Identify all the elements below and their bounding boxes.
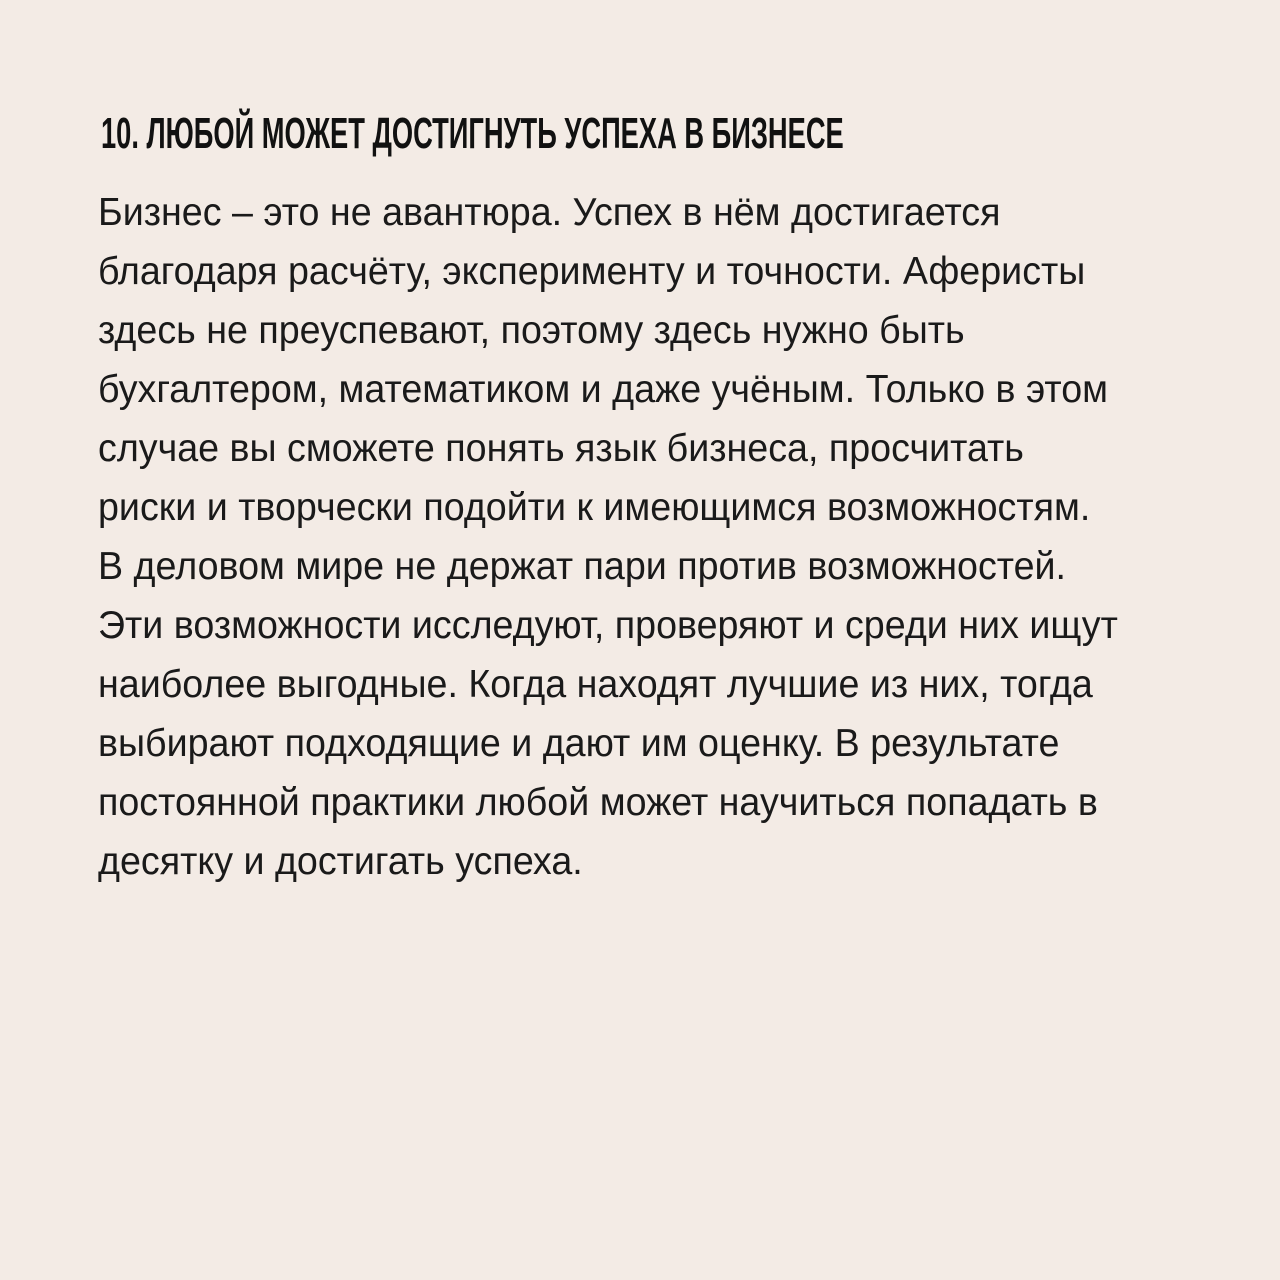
page-title: 10. ЛЮБОЙ МОЖЕТ ДОСТИГНУТЬ УСПЕХА В БИЗНЕСЕ: [101, 109, 844, 158]
body-line: случае вы сможете понять язык бизнеса, просчитать: [98, 427, 1024, 470]
body-line: десятку и достигать успеха.: [98, 840, 583, 883]
body-line: постоянной практики любой может научиться попадать в: [98, 781, 1098, 824]
body-line: риски и творчески подойти к имеющимся возможностям.: [98, 486, 1091, 529]
body-line: Эти возможности исследуют, проверяют и среди них ищут: [98, 604, 1118, 647]
body-line: выбирают подходящие и дают им оценку. В результате: [98, 722, 1060, 765]
body-line: здесь не преуспевают, поэтому здесь нужно быть: [98, 309, 965, 352]
body-line: наиболее выгодные. Когда находят лучшие из них, тогда: [98, 663, 1093, 706]
body-line: бухгалтером, математиком и даже учёным. Только в этом: [98, 368, 1109, 411]
body-line: Бизнес – это не авантюра. Успех в нём достигается: [98, 191, 1001, 234]
body-line: В деловом мире не держат пари против возможностей.: [98, 545, 1067, 588]
body-text: [98, 183, 1268, 891]
body-line: благодаря расчёту, эксперименту и точности. Аферисты: [98, 250, 1086, 293]
